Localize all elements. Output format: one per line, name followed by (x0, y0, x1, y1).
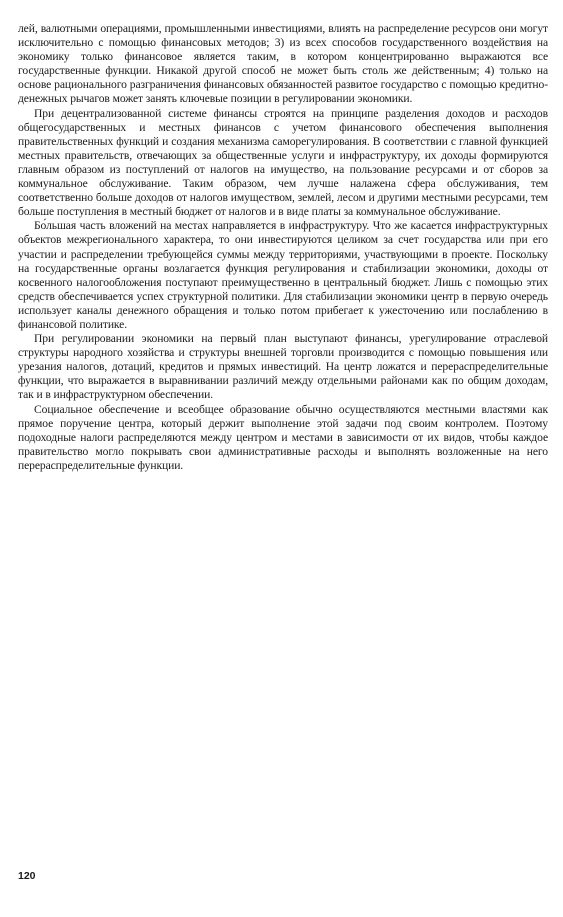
paragraph-5: Социальное обеспечение и всеобщее образование обычно осуществляются местными властями как прямое поручение центра, который держит выполнение этой задачи под своим контролем. Поэтому подоходные налоги распределяются между центром и местами в зависимости от их видов, чтобы каждое правительство могло покрывать свои административные расходы и выполнять возложенные на него перераспределительные функции. (18, 402, 548, 472)
paragraph-4: При регулировании экономики на первый план выступают финансы, урегулирование отраслевой структуры народного хозяйства и структуры внешней торговли производится с помощью повышения или урезания налогов, дотаций, кредитов и прямых инвестиций. На центр ложатся и перераспределительные функции, что выражается в выравнивании различий между отдельными районами как по общим доходам, так и в инфраструктурном обеспечении. (18, 332, 548, 402)
page-body (18, 22, 548, 473)
page-number: 120 (18, 870, 36, 882)
paragraph-1: лей, валютными операциями, промышленными инвестициями, влиять на распределение ресурсов они могут исключительно с помощью финансовых методов; 3) из всех способов государственного воздействия на экономику только финансовое является таким, в котором концентрированно выражаются все государственные функции. Никакой другой способ не может быть столь же действенным; 4) только на основе рационального разграничения финансовых обязанностей развитое государство с помощью кредитно-денежных рычагов может занять ключевые позиции в регулировании экономики. (18, 22, 548, 106)
paragraph-2: При децентрализованной системе финансы строятся на принципе разделения доходов и расходов общегосударственных и местных финансов с учетом финансового обеспечения выполнения правительственных функций и создания механизма саморегулирования. В соответствии с главной функцией местных правительств, отвечающих за общественные услуги и инфраструктуру, их доходы формируются главным образом из поступлений от налогов на имущество, на пользование ресурсами и от сборов за коммунальное обслуживание. Таким образом, чем лучше налажена сфера обслуживания, тем соответственно больше доходов от налогов имуществом, землей, лесом и другими местными ресурсами, тем больше поступления в местный бюджет от налогов и в виде платы за коммунальное обслуживание. (18, 106, 548, 219)
paragraph-3: Бо́льшая часть вложений на местах направляется в инфраструктуру. Что же касается инфраструктурных объектов межрегионального характера, то они инвестируются целиком за счет государства или при его участии и распределении требующейся суммы между территориями, участвующими в проекте. Поскольку на государственные органы возлагается функция регулирования и стабилизации экономики, доходы от косвенного налогообложения поступают преимущественно в центральный бюджет. Лишь с помощью этих средств обеспечивается успех структурной политики. Для стабилизации экономики центр в первую очередь использует каналы денежного обращения и только потом прибегает к ужесточению или послаблению в финансовой политике. (18, 219, 548, 331)
